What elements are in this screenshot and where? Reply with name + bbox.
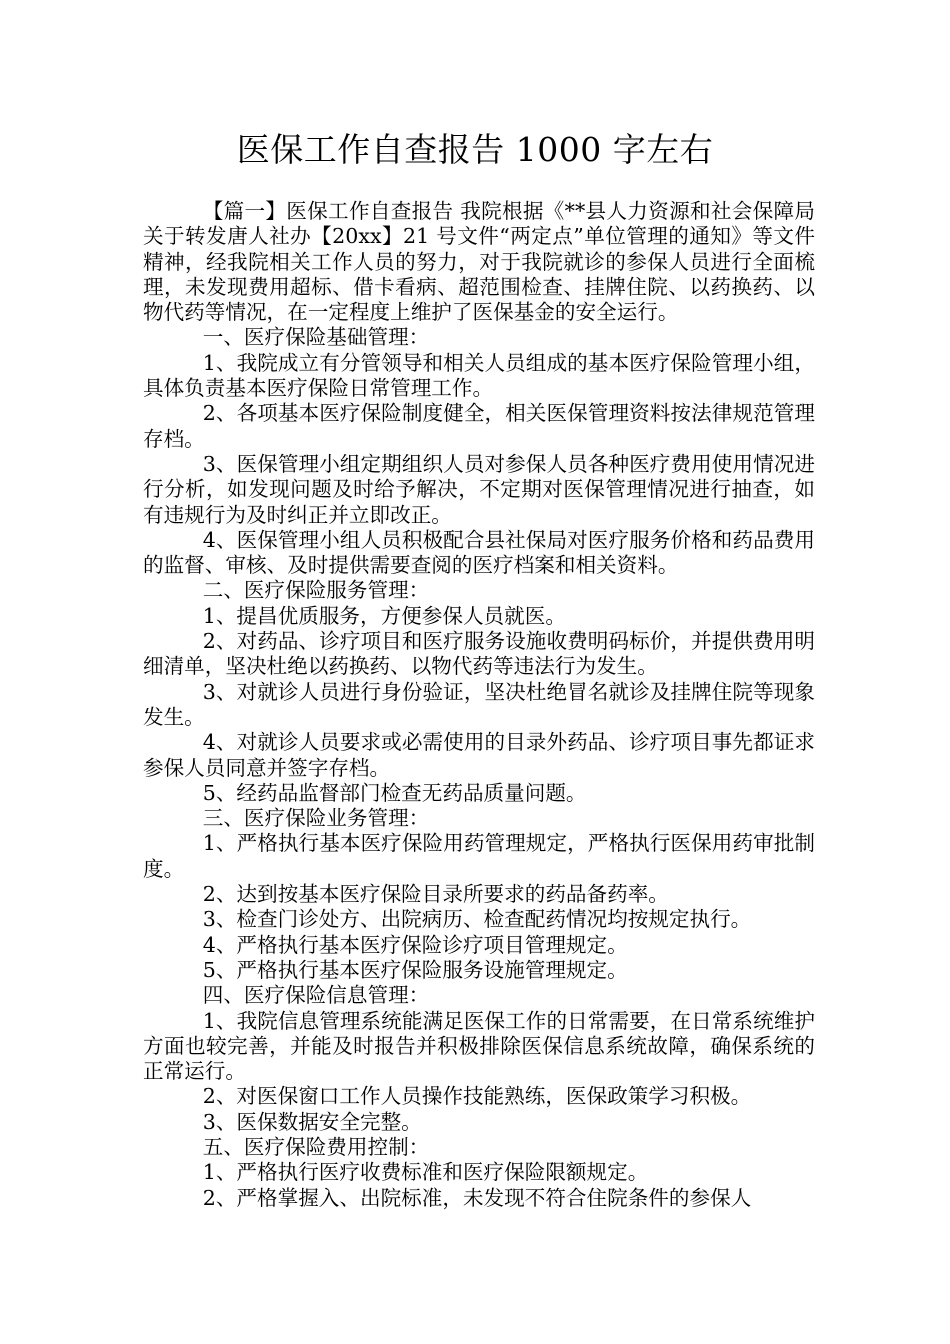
paragraph-1-4: 4、医保管理小组人员积极配合县社保局对医疗服务价格和药品费用的监督、审核、及时提供需要查阅的医疗档案和相关资料。 (143, 527, 815, 578)
paragraph-4-1: 1、我院信息管理系统能满足医保工作的日常需要，在日常系统维护方面也较完善，并能及时报告并积极排除医保信息系统故障，确保系统的正常运行。 (143, 1008, 815, 1084)
section-heading-4: 四、医疗保险信息管理： (202, 983, 430, 1008)
paragraph-3-3: 3、检查门诊处方、出院病历、检查配药情况均按规定执行。 (202, 907, 752, 932)
section-heading-3: 三、医疗保险业务管理： (202, 806, 430, 831)
paragraph-2-4: 4、对就诊人员要求或必需使用的目录外药品、诊疗项目事先都证求参保人员同意并签字存档。 (143, 730, 815, 780)
paragraph-2-5: 5、经药品监督部门检查无药品质量问题。 (202, 780, 587, 805)
paragraph-3-1: 1、严格执行基本医疗保险用药管理规定，严格执行医保用药审批制度。 (143, 831, 815, 881)
paragraph-5-1: 1、严格执行医疗收费标准和医疗保险限额规定。 (202, 1160, 649, 1185)
paragraph-3-4: 4、严格执行基本医疗保险诊疗项目管理规定。 (202, 932, 628, 957)
section-heading-5: 五、医疗保险费用控制： (202, 1134, 430, 1159)
paragraph-4-2: 2、对医保窗口工作人员操作技能熟练，医保政策学习积极。 (202, 1084, 752, 1109)
section-heading-1: 一、医疗保险基础管理： (202, 325, 430, 350)
paragraph-2-2: 2、对药品、诊疗项目和医疗服务设施收费明码标价，并提供费用明细清单，坚决杜绝以药换药、以物代药等违法行为发生。 (143, 629, 815, 679)
paragraph-3-2: 2、达到按基本医疗保险目录所要求的药品备药率。 (202, 882, 669, 907)
paragraph-1-3: 3、医保管理小组定期组织人员对参保人员各种医疗费用使用情况进行分析，如发现问题及时给予解决，不定期对医保管理情况进行抽查，如有违规行为及时纠正并立即改正。 (143, 451, 815, 527)
document-title: 医保工作自查报告 1000 字左右 (236, 130, 714, 169)
paragraph-3-5: 5、严格执行基本医疗保险服务设施管理规定。 (202, 957, 628, 982)
paragraph-1-1: 1、我院成立有分管领导和相关人员组成的基本医疗保险管理小组，具体负责基本医疗保险日常管理工作。 (143, 350, 815, 401)
paragraph-4-3: 3、医保数据安全完整。 (202, 1109, 422, 1134)
paragraph-5-2: 2、严格掌握入、出院标准，未发现不符合住院条件的参保人 (202, 1185, 752, 1210)
paragraph-2-1: 1、提昌优质服务，方便参保人员就医。 (202, 603, 566, 628)
paragraph-1-2: 2、各项基本医疗保险制度健全，相关医保管理资料按法律规范管理存档。 (143, 401, 815, 451)
document-body (143, 199, 815, 1211)
paragraph-intro: 【篇一】医保工作自查报告 我院根据《**县人力资源和社会保障局关于转发唐人社办【20xx】21 号文件“两定点”单位管理的通知》等文件精神，经我院相关工作人员的努力，对于我院就诊的参保人员进行全面梳理，未发现费用超标、借卡看病、超范围检查、挂牌住院、以药换药、以物代药等情况，在一定程度上维护了医保基金的安全运行。 (143, 199, 815, 325)
section-heading-2: 二、医疗保险服务管理： (202, 578, 430, 603)
paragraph-2-3: 3、对就诊人员进行身份验证，坚决杜绝冒名就诊及挂牌住院等现象发生。 (143, 679, 815, 729)
